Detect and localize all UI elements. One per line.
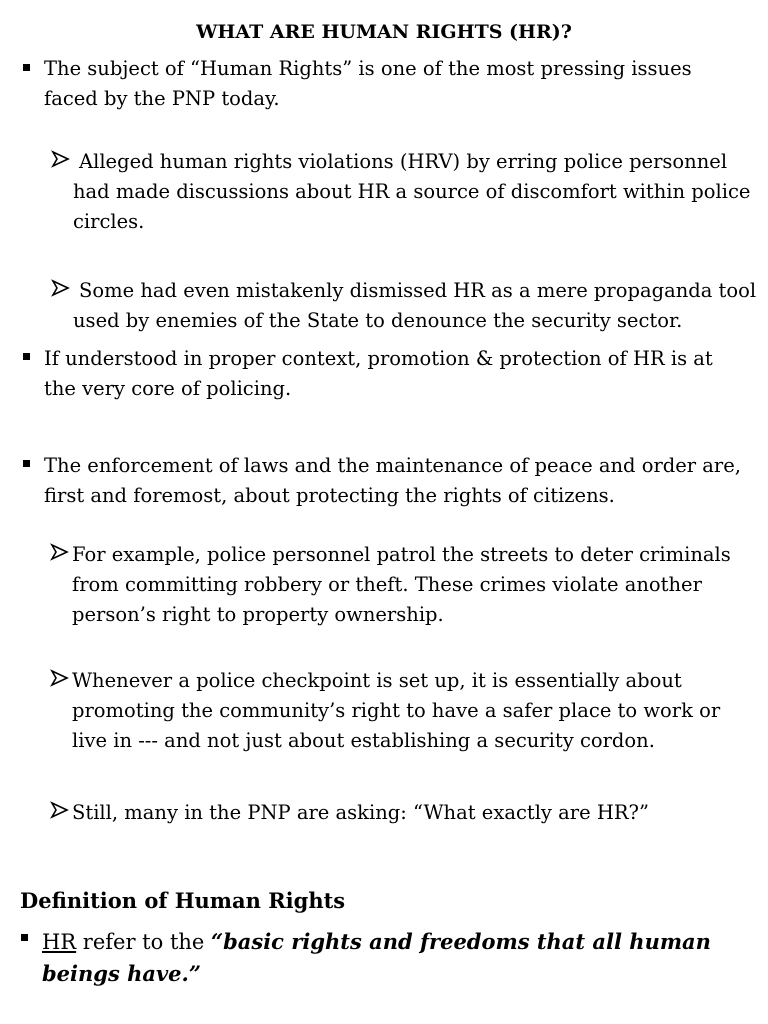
- paragraph-pressing-issues: The subject of “Human Rights” is one of the most pressing issues faced by the PNP today.: [44, 57, 692, 110]
- definition-heading: Definition of Human Rights: [20, 888, 346, 913]
- definition-text: [42, 926, 742, 990]
- page-title: WHAT ARE HUMAN RIGHTS (HR)?: [196, 21, 572, 43]
- paragraph-still-asking: Still, many in the PNP are asking: “What exactly are HR?”: [72, 801, 649, 824]
- arrow-bullet-icon: [51, 278, 71, 298]
- paragraph-core-of-policing: If understood in proper context, promotion & protection of HR is at the very core of policing.: [44, 347, 713, 400]
- arrow-bullet-icon: [50, 542, 70, 562]
- square-bullet-icon: [21, 934, 28, 941]
- definition-connector: refer to the: [76, 930, 212, 954]
- arrow-bullet-icon: [51, 149, 71, 169]
- square-bullet-icon: [23, 64, 30, 71]
- paragraph-enforcement: The enforcement of laws and the maintenance of peace and order are, first and foremost, about protecting the rights of citizens.: [44, 454, 741, 507]
- paragraph-propaganda: Some had even mistakenly dismissed HR as a mere propaganda tool used by enemies of the State to denounce the security sector.: [73, 279, 757, 332]
- paragraph-example-patrol: For example, police personnel patrol the streets to deter criminals from committing robbery or theft. These crimes violate another person’s right to property ownership.: [72, 543, 731, 626]
- definition-quote: “basic rights and freedoms that all human beings have.”: [42, 929, 711, 986]
- hr-term: HR: [42, 930, 77, 954]
- arrow-bullet-icon: [50, 800, 70, 820]
- square-bullet-icon: [23, 460, 30, 467]
- square-bullet-icon: [23, 353, 30, 360]
- arrow-bullet-icon: [50, 668, 70, 688]
- paragraph-alleged-violations: Alleged human rights violations (HRV) by erring police personnel had made discussions about HR a source of discomfort within police circles.: [73, 150, 751, 233]
- paragraph-checkpoint: Whenever a police checkpoint is set up, it is essentially about promoting the community’s right to have a safer place to work or live in --- and not just about establishing a security cordon.: [72, 669, 721, 752]
